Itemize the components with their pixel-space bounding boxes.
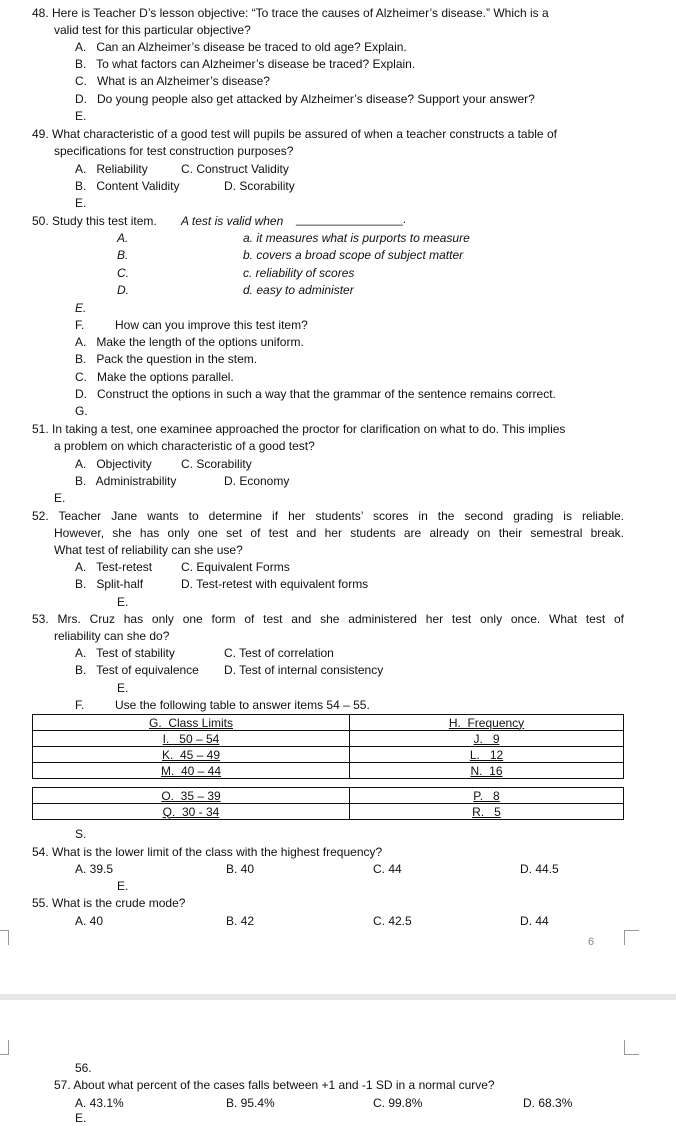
q50-choice-c: c. reliability of scores <box>243 266 355 280</box>
q52-option-d: D. Test-retest with equivalent forms <box>181 577 369 591</box>
table-cell-frequency: L. 12 <box>350 747 624 763</box>
q48-option-c: C. What is an Alzheimer’s disease? <box>75 74 270 88</box>
frequency-table-continued <box>32 787 624 820</box>
table-cell-frequency: R. 5 <box>350 804 624 820</box>
q48-option-e: E. <box>75 109 87 123</box>
q48-stem: 48. Here is Teacher D’s lesson objective: “To trace the causes of Alzheimer’s disease.” Which is a <box>32 6 549 20</box>
q52-stem-end: What test of reliability can she use? <box>54 543 243 557</box>
q55-option-a: A. 40 <box>75 914 104 928</box>
table-row <box>33 747 624 763</box>
q50-letter-f: F. <box>75 318 85 332</box>
q50-option-d: D. Construct the options in such a way that the grammar of the sentence remains correct. <box>75 387 556 401</box>
q53-option-c: C. Test of correlation <box>224 646 334 660</box>
table-cell-class: M. 40 – 44 <box>33 763 350 779</box>
q53-stem-cont: reliability can she do? <box>54 629 170 643</box>
q54-stem: 54. What is the lower limit of the class with the highest frequency? <box>32 845 383 859</box>
q48-option-a: A. Can an Alzheimer’s disease be traced to old age? Explain. <box>75 40 407 54</box>
q51-option-c: C. Scorability <box>181 457 252 471</box>
q55-option-d: D. 44 <box>520 914 549 928</box>
q53-option-b: B. Test of equivalence <box>75 663 199 677</box>
page-gap <box>0 994 676 1000</box>
q49-option-a: A. Reliability <box>75 162 148 176</box>
q54-option-e: E. <box>117 879 129 893</box>
q48-option-d: D. Do young people also get attacked by Alzheimer’s disease? Support your answer? <box>75 92 535 106</box>
q49-option-d: D. Scorability <box>224 179 295 193</box>
crop-mark <box>624 930 639 945</box>
q50-stem: 50. Study this test item. <box>32 214 157 228</box>
q57-stem: 57. About what percent of the cases falls between +1 and -1 SD in a normal curve? <box>54 1078 495 1092</box>
table-row <box>33 804 624 820</box>
crop-mark <box>0 1040 9 1055</box>
q54-option-b: B. 40 <box>226 862 255 876</box>
q56-number: 56. <box>75 1061 92 1075</box>
q50-choice-a: a. it measures what is purports to measure <box>243 231 470 245</box>
table-cell-frequency: N. 16 <box>350 763 624 779</box>
table-row <box>33 731 624 747</box>
q51-option-d: D. Economy <box>224 474 290 488</box>
table-letter-s: S. <box>75 827 87 841</box>
q57-option-b: B. 95.4% <box>226 1096 275 1110</box>
q57-option-c: C. 99.8% <box>373 1096 423 1110</box>
table-cell-class: O. 35 – 39 <box>33 788 350 804</box>
table-cell-class: K. 45 – 49 <box>33 747 350 763</box>
crop-mark <box>0 930 9 945</box>
q54-option-d: D. 44.5 <box>520 862 559 876</box>
q53-letter-f: F. <box>75 698 85 712</box>
q50-blank: ________________. <box>296 212 407 226</box>
q53-stem: 53. Mrs. Cruz has only one form of test and she administered her test only once. What test of <box>32 612 624 626</box>
q50-letter-e: E. <box>75 301 87 315</box>
crop-mark <box>624 1040 639 1055</box>
q53-option-a: A. Test of stability <box>75 646 175 660</box>
table-cell-frequency: P. 8 <box>350 788 624 804</box>
q52-option-a: A. Test-retest <box>75 560 153 574</box>
q50-letter-b: B. <box>117 248 129 262</box>
q50-choice-d: d. easy to administer <box>243 283 354 297</box>
q49-option-e: E. <box>75 196 87 210</box>
q55-option-b: B. 42 <box>226 914 255 928</box>
q49-option-c: C. Construct Validity <box>181 162 289 176</box>
q54-option-a: A. 39.5 <box>75 862 114 876</box>
table-row <box>33 788 624 804</box>
q57-option-a: A. 43.1% <box>75 1096 124 1110</box>
q50-question: How can you improve this test item? <box>115 318 308 332</box>
table-header-frequency: H. Frequency <box>350 715 624 731</box>
table-instruction: Use the following table to answer items 54 – 55. <box>115 698 370 712</box>
table-cell-frequency: J. 9 <box>350 731 624 747</box>
q49-option-b: B. Content Validity <box>75 179 180 193</box>
q49-stem: 49. What characteristic of a good test will pupils be assured of when a teacher constructs a table of <box>32 127 557 141</box>
q49-stem-cont: specifications for test construction purposes? <box>54 144 294 158</box>
q57-option-e: E. <box>75 1111 87 1125</box>
q50-test-item: A test is valid when <box>181 214 284 228</box>
q50-option-b: B. Pack the question in the stem. <box>75 352 258 366</box>
q50-option-c: C. Make the options parallel. <box>75 370 234 384</box>
q53-option-d: D. Test of internal consistency <box>224 663 384 677</box>
q51-option-b: B. Administrability <box>75 474 177 488</box>
q52-option-b: B. Split-half <box>75 577 144 591</box>
table-cell-class: Q. 30 - 34 <box>33 804 350 820</box>
q51-stem-cont: a problem on which characteristic of a good test? <box>54 439 315 453</box>
table-header-class: G. Class Limits <box>33 715 350 731</box>
table-cell-class: I. 50 – 54 <box>33 731 350 747</box>
frequency-table <box>32 714 624 779</box>
q52-stem: 52. Teacher Jane wants to determine if her students’ scores in the second grading is reliable. <box>32 509 624 523</box>
q52-option-c: C. Equivalent Forms <box>181 560 290 574</box>
table-header-row <box>33 715 624 731</box>
q50-option-g: G. <box>75 404 88 418</box>
q50-letter-a: A. <box>117 231 129 245</box>
q48-stem-cont: valid test for this particular objective? <box>54 23 251 37</box>
q57-option-d: D. 68.3% <box>523 1096 573 1110</box>
table-row <box>33 763 624 779</box>
q54-option-c: C. 44 <box>373 862 402 876</box>
q52-stem-cont: However, she has only one set of test and her students are already on their semestral break. <box>54 526 624 540</box>
q50-option-a: A. Make the length of the options uniform. <box>75 335 304 349</box>
q55-stem: 55. What is the crude mode? <box>32 896 186 910</box>
q53-option-e: E. <box>117 681 129 695</box>
q48-option-b: B. To what factors can Alzheimer’s disease be traced? Explain. <box>75 57 416 71</box>
q51-option-e: E. <box>54 491 66 505</box>
q51-stem: 51. In taking a test, one examinee approached the proctor for clarification on what to do. This implies <box>32 422 566 436</box>
page-number: 6 <box>588 936 595 948</box>
q50-letter-c: C. <box>117 266 129 280</box>
q50-letter-d: D. <box>117 283 129 297</box>
q50-choice-b: b. covers a broad scope of subject matter <box>243 248 464 262</box>
q52-option-e: E. <box>117 595 129 609</box>
q55-option-c: C. 42.5 <box>373 914 412 928</box>
q51-option-a: A. Objectivity <box>75 457 152 471</box>
